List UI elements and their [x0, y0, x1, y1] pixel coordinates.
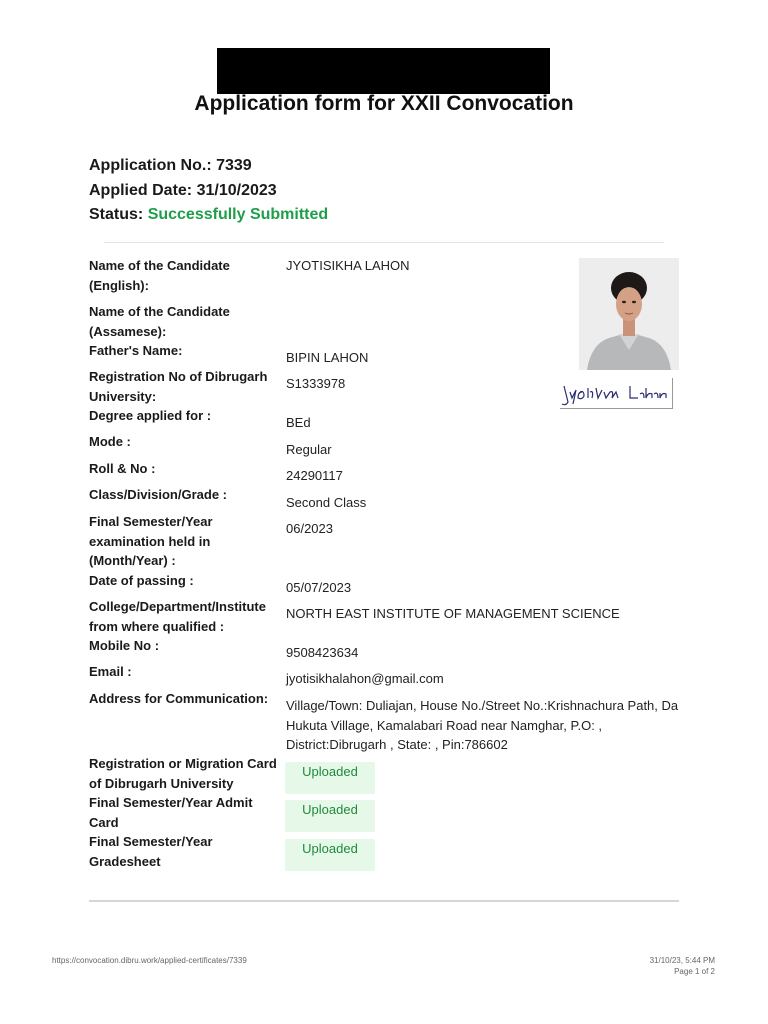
- doc-gradesheet-label: Final Semester/Year Gradesheet: [89, 834, 213, 869]
- name-english-value: JYOTISIKHA LAHON: [286, 258, 410, 273]
- college-label: College/Department/Institute from where qualified :: [89, 599, 266, 634]
- address-value: Village/Town: Duliajan, House No./Street No.:Krishnachura Path, Da Hukuta Village, Kamalabari Road near Namghar, P.O: , District:Dibrugarh , State: , Pin:786602: [286, 698, 679, 752]
- name-english-label: Name of the Candidate (English):: [89, 258, 230, 293]
- mode-value: Regular: [286, 442, 332, 457]
- footer-datetime: 31/10/23, 5:44 PM: [649, 956, 715, 965]
- applied-date: [89, 182, 277, 200]
- mode-label: Mode :: [89, 434, 131, 449]
- father-name-label: Father's Name:: [89, 343, 183, 358]
- candidate-photo-image: [579, 258, 679, 370]
- doc-registration-label: Registration or Migration Card of Dibrugarh University: [89, 756, 277, 791]
- mobile-label: Mobile No :: [89, 638, 160, 653]
- doc-admit-card-status: Uploaded: [285, 800, 375, 832]
- passing-date-value: 05/07/2023: [286, 580, 352, 595]
- doc-registration-status: Uploaded: [285, 762, 375, 794]
- status: [89, 206, 328, 224]
- status-label: Status:: [89, 206, 144, 223]
- footer-url: https://convocation.dibru.work/applied-certificates/7339: [52, 956, 247, 965]
- doc-admit-card-label: Final Semester/Year Admit Card: [89, 795, 253, 830]
- exam-held-label: Final Semester/Year examination held in (Month/Year) :: [89, 514, 213, 568]
- registration-label: Registration No of Dibrugarh University:: [89, 369, 268, 404]
- bottom-divider: [89, 900, 679, 902]
- application-number: [89, 157, 252, 175]
- application-number-label: Application No.:: [89, 157, 212, 174]
- roll-label: Roll & No :: [89, 461, 156, 476]
- page-title: Application form for XXII Convocation: [194, 92, 574, 115]
- class-label: Class/Division/Grade :: [89, 487, 227, 502]
- degree-value: BEd: [286, 415, 311, 430]
- class-value: Second Class: [286, 495, 367, 510]
- candidate-signature: [560, 378, 673, 409]
- doc-gradesheet-status: Uploaded: [285, 839, 375, 871]
- registration-value: S1333978: [286, 376, 346, 391]
- status-value: Successfully Submitted: [147, 206, 329, 223]
- email-value: jyotisikhalahon@gmail.com: [286, 671, 444, 686]
- redacted-banner: [217, 48, 550, 94]
- college-value: NORTH EAST INSTITUTE OF MANAGEMENT SCIENCE: [286, 606, 620, 621]
- roll-value: 24290117: [286, 468, 343, 483]
- signature-image: [560, 378, 672, 408]
- name-assamese-label: Name of the Candidate (Assamese):: [89, 304, 230, 339]
- divider: [104, 242, 664, 243]
- footer-page: Page 1 of 2: [674, 967, 715, 976]
- degree-label: Degree applied for :: [89, 408, 212, 423]
- father-name-value: BIPIN LAHON: [286, 350, 369, 365]
- address-label: Address for Communication:: [89, 691, 269, 706]
- applied-date-label: Applied Date:: [89, 182, 193, 199]
- exam-held-value: 06/2023: [286, 521, 333, 536]
- email-label: Email :: [89, 664, 132, 679]
- mobile-value: 9508423634: [286, 645, 359, 660]
- candidate-photo: [579, 258, 679, 370]
- application-number-value: 7339: [216, 157, 252, 174]
- applied-date-value: 31/10/2023: [196, 182, 277, 199]
- passing-date-label: Date of passing :: [89, 573, 194, 588]
